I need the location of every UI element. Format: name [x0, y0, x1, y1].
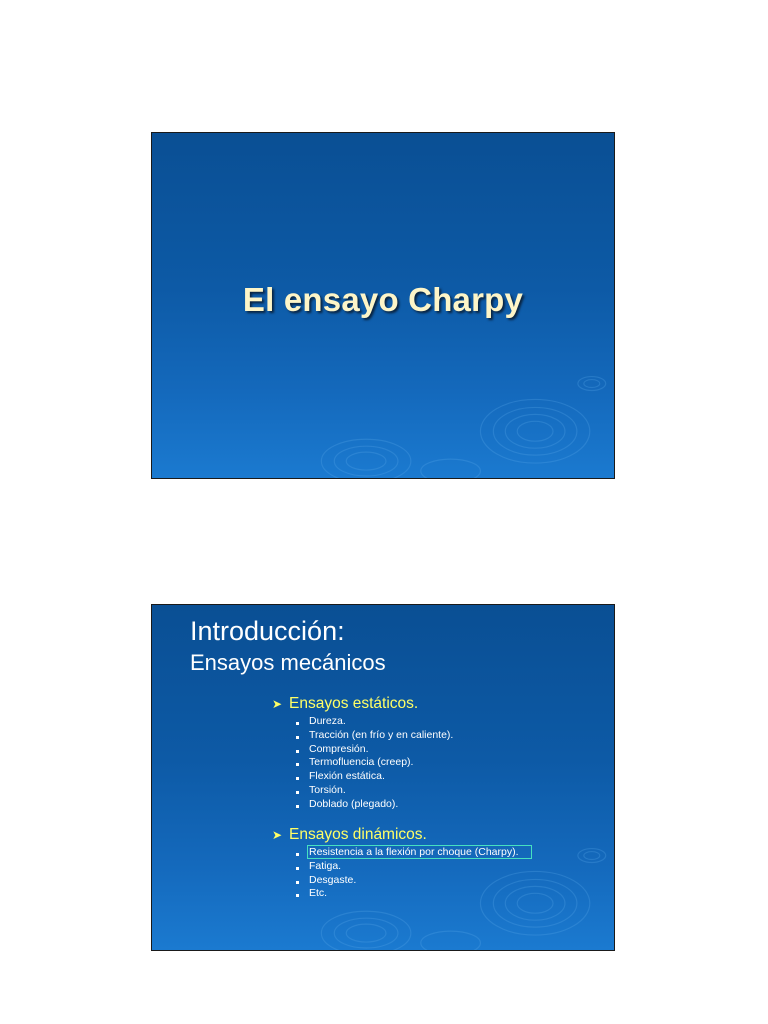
list-item-text: Etc.	[309, 887, 328, 900]
square-bullet-icon	[296, 763, 299, 766]
square-bullet-icon	[296, 867, 299, 870]
list-item-text: Desgaste.	[309, 873, 357, 886]
arrow-bullet-icon: ➤	[272, 828, 283, 842]
list-item-text: Fatiga.	[309, 859, 342, 872]
group-heading	[272, 825, 532, 845]
square-bullet-icon	[296, 881, 299, 884]
group-heading-label: Ensayos dinámicos.	[289, 826, 427, 843]
list-item	[272, 798, 453, 812]
list-item	[272, 874, 532, 888]
square-bullet-icon	[296, 853, 299, 856]
dynamic-tests-list	[272, 846, 532, 901]
list-item-text: Termofluencia (creep).	[309, 756, 414, 769]
square-bullet-icon	[296, 894, 299, 897]
list-item	[272, 743, 453, 757]
list-item-text: Compresión.	[309, 742, 369, 755]
list-item	[272, 784, 453, 798]
slide-heading: Introducción:	[190, 616, 345, 646]
group-heading	[272, 694, 453, 714]
dynamic-tests-group	[272, 825, 532, 901]
square-bullet-icon	[296, 722, 299, 725]
square-bullet-icon	[296, 805, 299, 808]
list-item-text: Dureza.	[309, 715, 346, 727]
slide-subheading: Ensayos mecánicos	[190, 650, 386, 675]
list-item	[272, 756, 453, 770]
slide-introduction	[151, 604, 615, 951]
list-item-text: Tracción (en frío y en caliente).	[309, 728, 454, 741]
arrow-bullet-icon: ➤	[272, 697, 283, 711]
list-item	[272, 846, 532, 860]
static-tests-group	[272, 694, 453, 812]
square-bullet-icon	[296, 736, 299, 739]
list-item-text: Doblado (plegado).	[309, 797, 399, 810]
list-item-text: Torsión.	[309, 783, 346, 796]
square-bullet-icon	[296, 777, 299, 780]
square-bullet-icon	[296, 750, 299, 753]
square-bullet-icon	[296, 791, 299, 794]
list-item	[272, 729, 453, 743]
list-item	[272, 715, 453, 729]
list-item-text: Flexión estática.	[309, 770, 385, 783]
list-item	[272, 887, 532, 901]
static-tests-list	[272, 715, 453, 812]
list-item	[272, 860, 532, 874]
group-heading-label: Ensayos estáticos.	[289, 695, 419, 712]
list-item	[272, 770, 453, 784]
slide-title	[151, 132, 615, 479]
slide-title-text: El ensayo Charpy	[242, 281, 524, 318]
highlighted-list-item-text: Resistencia a la flexión por choque (Charpy).	[307, 845, 532, 859]
